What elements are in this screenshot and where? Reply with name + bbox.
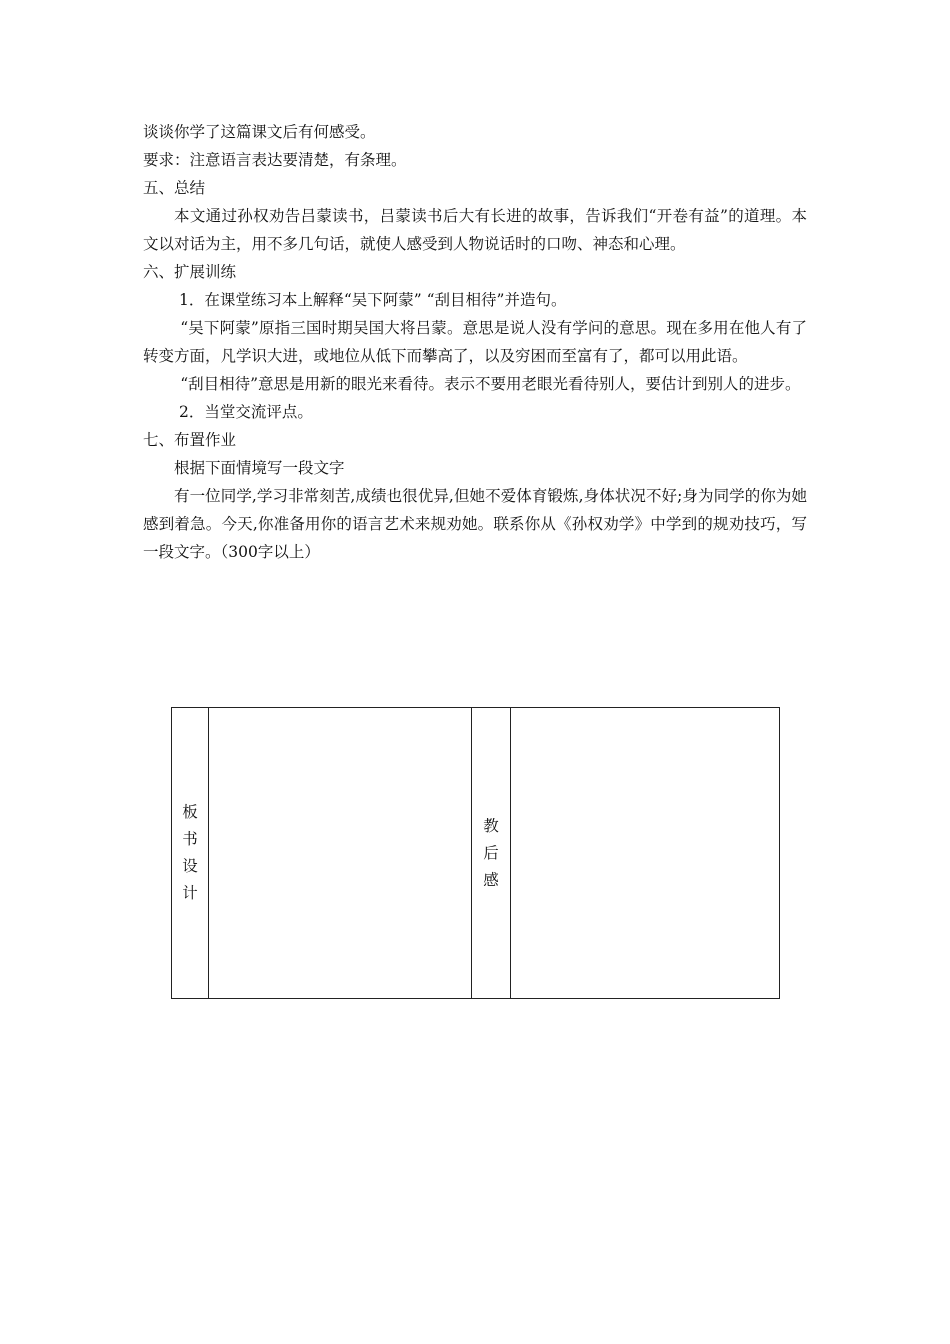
lesson-text bbox=[143, 118, 807, 566]
idiom-explanation-1: “吴下阿蒙”原指三国时期吴国大将吕蒙。意思是说人没有学问的意思。现在多用在他人有了转变方面，凡学识大进，或地位从低下而攀高了，以及穷困而至富有了，都可以用此语。 bbox=[143, 319, 807, 365]
discussion-prompt: 谈谈你学了这篇课文后有何感受。 bbox=[143, 123, 376, 141]
homework-paragraph: 有一位同学,学习非常刻苦,成绩也很优异,但她不爱体育锻炼,身体状况不好;身为同学的你为她感到着急。今天,你准备用你的语言艺术来规劝她。联系你从《孙权劝学》中学到的规劝技巧，写一段文字。（300字以上） bbox=[143, 487, 807, 561]
board-design-label-cell bbox=[172, 708, 209, 999]
extension-item-1: 1．在课堂练习本上解释“吴下阿蒙” “刮目相待”并造句。 bbox=[179, 291, 567, 309]
reflection-label: 教后感 bbox=[483, 816, 499, 889]
extension-item-2: 2．当堂交流评点。 bbox=[179, 403, 313, 421]
reflection-content-cell[interactable] bbox=[511, 708, 780, 999]
section-heading-summary: 五、总结 bbox=[143, 179, 206, 197]
section-heading-homework: 七、布置作业 bbox=[143, 431, 237, 449]
section-heading-extension: 六、扩展训练 bbox=[143, 263, 237, 281]
homework-subheading: 根据下面情境写一段文字 bbox=[174, 459, 345, 477]
board-design-table bbox=[171, 707, 780, 999]
board-design-label: 板书设计 bbox=[182, 803, 198, 902]
reflection-label-cell bbox=[472, 708, 511, 999]
table-row bbox=[172, 708, 780, 999]
requirement-line: 要求：注意语言表达要清楚，有条理。 bbox=[143, 151, 407, 169]
board-design-content-cell[interactable] bbox=[209, 708, 472, 999]
idiom-explanation-2: “刮目相待”意思是用新的眼光来看待。表示不要用老眼光看待别人，要估计到别人的进步。 bbox=[180, 375, 801, 393]
summary-paragraph: 本文通过孙权劝告吕蒙读书，吕蒙读书后大有长进的故事，告诉我们“开卷有益”的道理。本文以对话为主，用不多几句话，就使人感受到人物说话时的口吻、神态和心理。 bbox=[143, 207, 807, 253]
